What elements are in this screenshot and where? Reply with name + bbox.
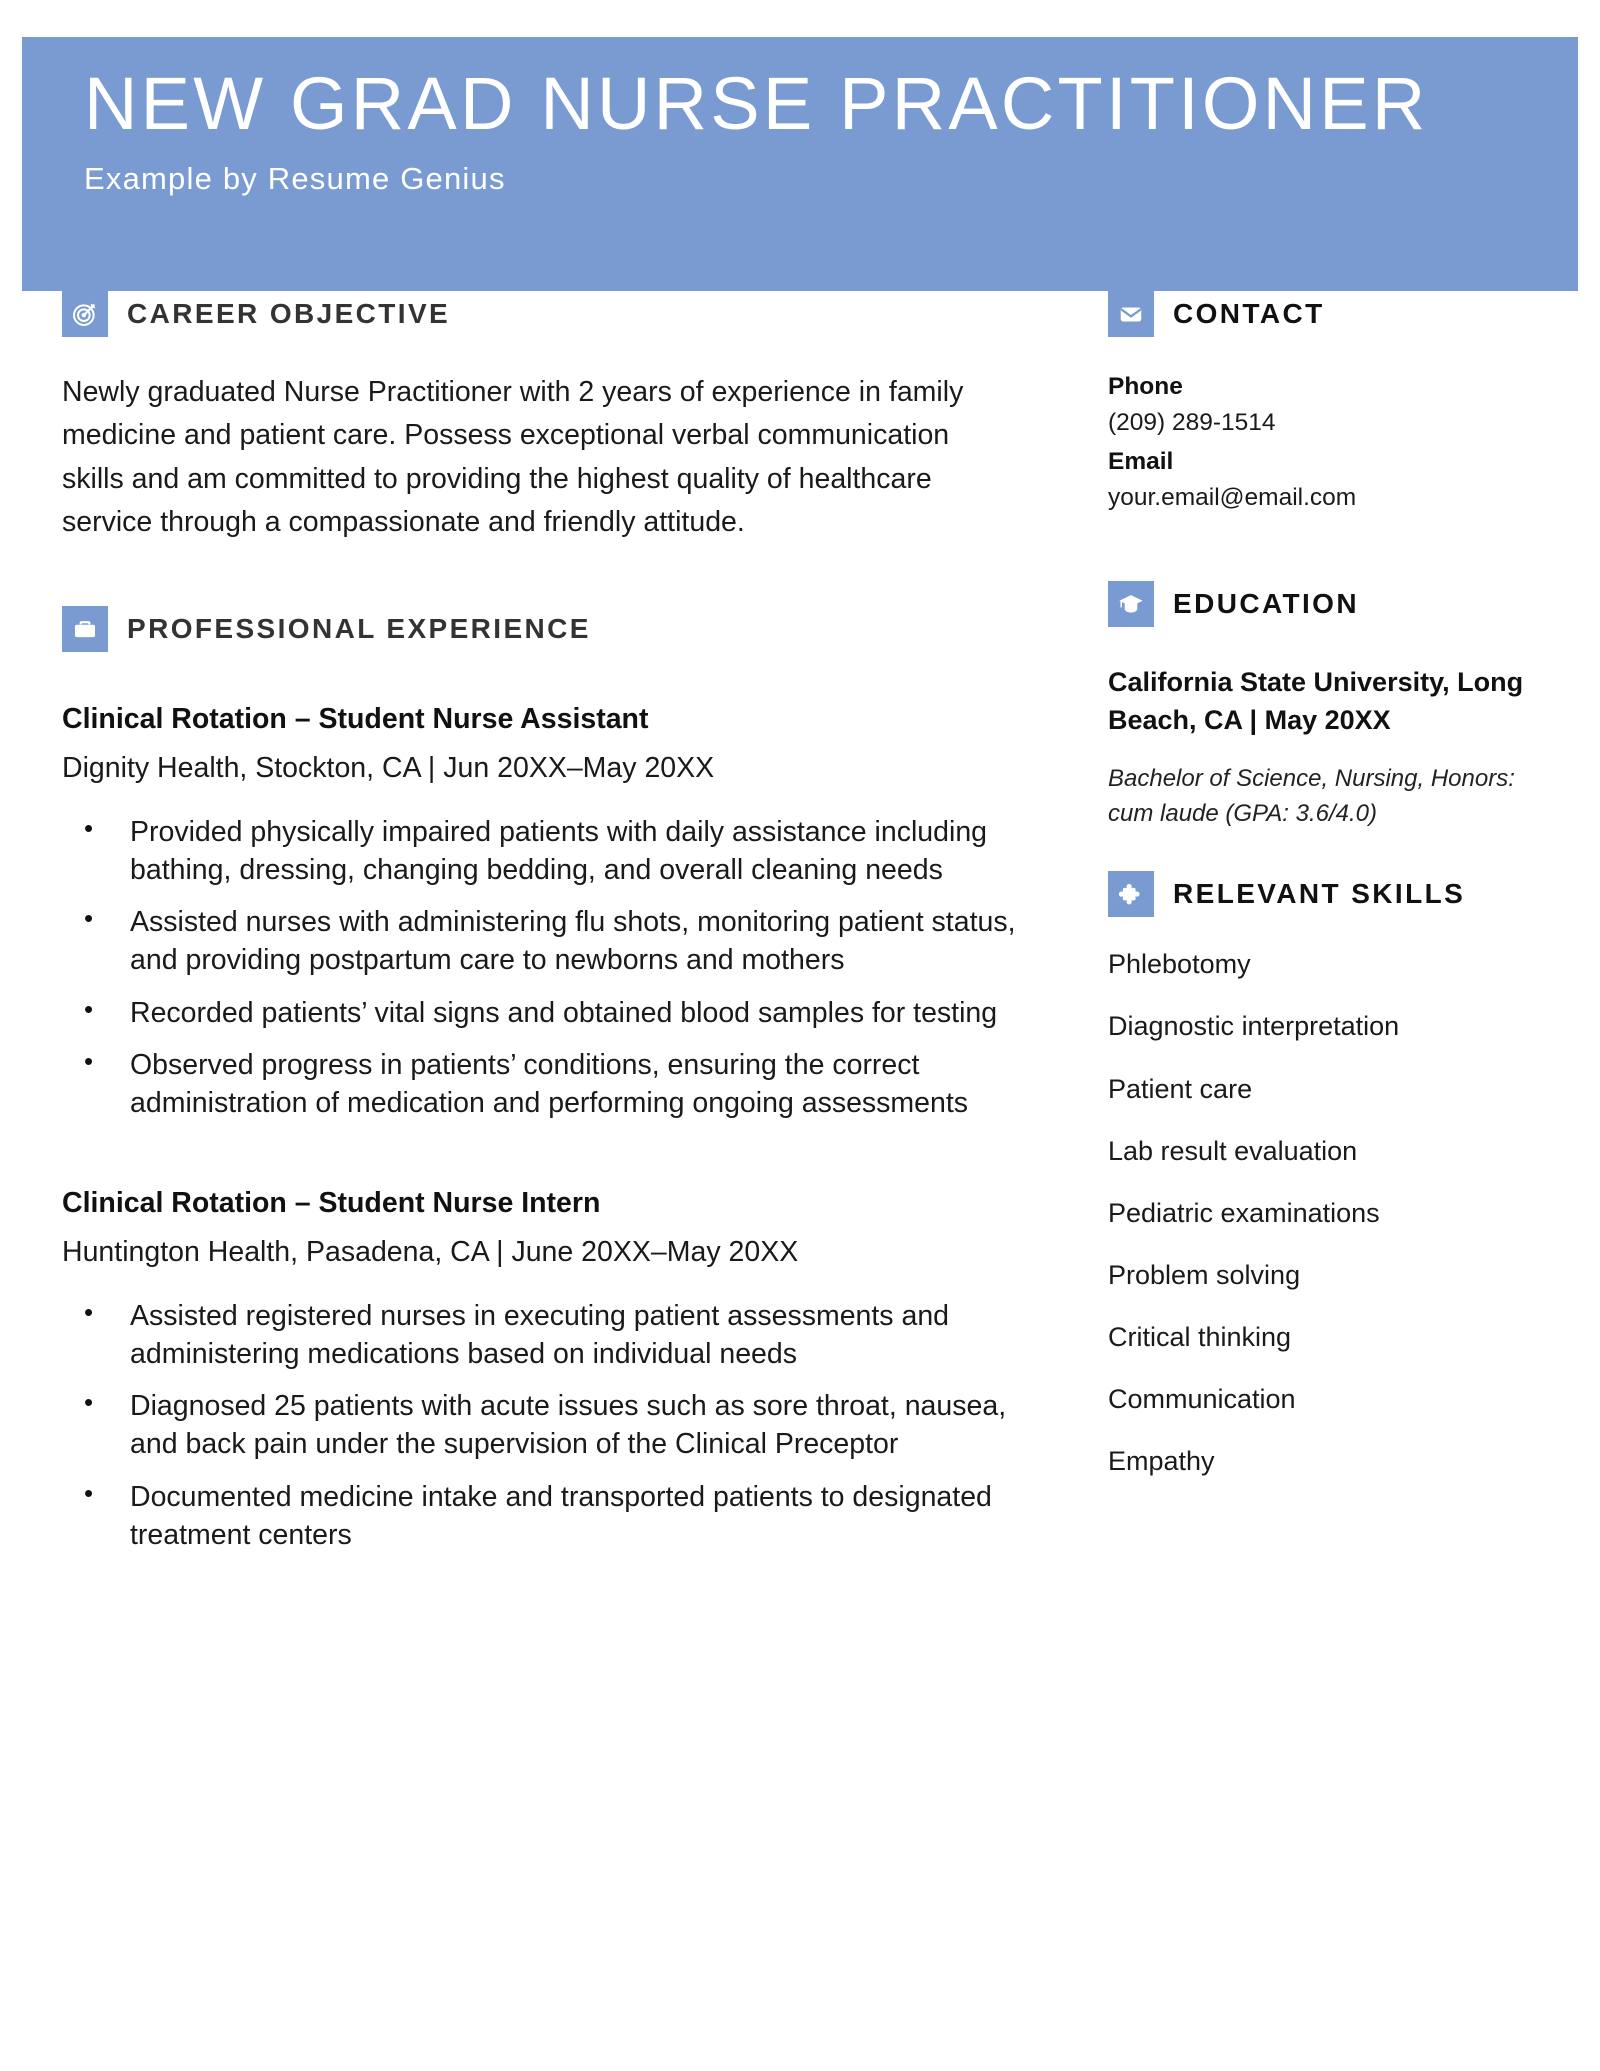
page-subtitle: Example by Resume Genius xyxy=(84,160,506,196)
job-meta: Dignity Health, Stockton, CA | Jun 20XX–May 20XX xyxy=(62,751,715,784)
list-item: Empathy xyxy=(1108,1446,1215,1477)
target-icon xyxy=(62,291,108,337)
list-item: Problem solving xyxy=(1108,1259,1301,1290)
list-item: Pediatric examinations xyxy=(1108,1197,1380,1228)
email-label: Email xyxy=(1108,448,1174,476)
section-professional-experience-heading xyxy=(62,606,1022,652)
section-relevant-skills-heading xyxy=(1108,871,1548,917)
career-objective-text: Newly graduated Nurse Practitioner with 2 years of experience in family medicine and patient care. Possess exceptional verbal communication skills and am committed to providing the highest quality of healthcare service through a compassionate and friendly attitude. xyxy=(62,376,964,538)
section-title: RELEVANT SKILLS xyxy=(1173,878,1466,910)
skills-list xyxy=(1108,947,1548,1479)
briefcase-icon xyxy=(62,606,108,652)
right-column xyxy=(1108,291,1548,1506)
list-item: • Documented medicine intake and transported patients to designated treatment centers xyxy=(62,1478,1050,1554)
list-item: • Recorded patients’ vital signs and obtained blood samples for testing xyxy=(62,994,1050,1032)
list-item: • Observed progress in patients’ conditions, ensuring the correct administration of medication and performing ongoing assessments xyxy=(62,1046,1050,1122)
resume-header-band xyxy=(22,37,1578,291)
list-item: Lab result evaluation xyxy=(1108,1135,1358,1166)
list-item: Phlebotomy xyxy=(1108,949,1251,980)
envelope-icon xyxy=(1108,291,1154,337)
phone-value: (209) 289-1514 xyxy=(1108,408,1276,436)
job-title: Clinical Rotation – Student Nurse Intern xyxy=(62,1187,601,1220)
graduation-cap-icon xyxy=(1108,581,1154,627)
experience-entry xyxy=(62,702,1022,1122)
list-item: Diagnostic interpretation xyxy=(1108,1011,1400,1042)
section-title: CAREER OBJECTIVE xyxy=(127,298,451,329)
list-item: Critical thinking xyxy=(1108,1321,1292,1352)
job-bullet-list xyxy=(62,1297,1022,1554)
experience-entry xyxy=(62,1186,1022,1554)
job-meta: Huntington Health, Pasadena, CA | June 20XX–May 20XX xyxy=(62,1235,799,1268)
list-item: • Provided physically impaired patients with daily assistance including bathing, dressing, changing bedding, and overall cleaning needs xyxy=(62,813,1050,889)
section-title: CONTACT xyxy=(1173,298,1325,329)
puzzle-piece-icon xyxy=(1108,871,1154,917)
phone-label: Phone xyxy=(1108,373,1183,400)
list-item: Communication xyxy=(1108,1383,1296,1414)
section-career-objective-heading xyxy=(62,291,1022,337)
contact-details xyxy=(1108,369,1548,515)
section-contact-heading xyxy=(1108,291,1548,337)
education-school: California State University, Long Beach, CA | May 20XX xyxy=(1108,667,1524,736)
list-item: Patient care xyxy=(1108,1073,1253,1104)
page-title: NEW GRAD NURSE PRACTITIONER xyxy=(84,62,1429,145)
list-item: • Assisted nurses with administering flu shots, monitoring patient status, and providing postpartum care to newborns and mothers xyxy=(62,903,1050,979)
section-title: PROFESSIONAL EXPERIENCE xyxy=(127,613,591,645)
job-title: Clinical Rotation – Student Nurse Assistant xyxy=(62,703,649,736)
section-education-heading xyxy=(1108,581,1548,627)
email-value: your.email@email.com xyxy=(1108,483,1357,511)
list-item: • Assisted registered nurses in executing patient assessments and administering medications based on individual needs xyxy=(62,1297,1050,1373)
education-degree: Bachelor of Science, Nursing, Honors: cum laude (GPA: 3.6/4.0) xyxy=(1108,764,1515,827)
list-item: • Diagnosed 25 patients with acute issues such as sore throat, nausea, and back pain under the supervision of the Clinical Preceptor xyxy=(62,1387,1050,1463)
section-title: EDUCATION xyxy=(1173,588,1359,620)
job-bullet-list xyxy=(62,813,1022,1122)
left-column xyxy=(62,291,1022,1568)
